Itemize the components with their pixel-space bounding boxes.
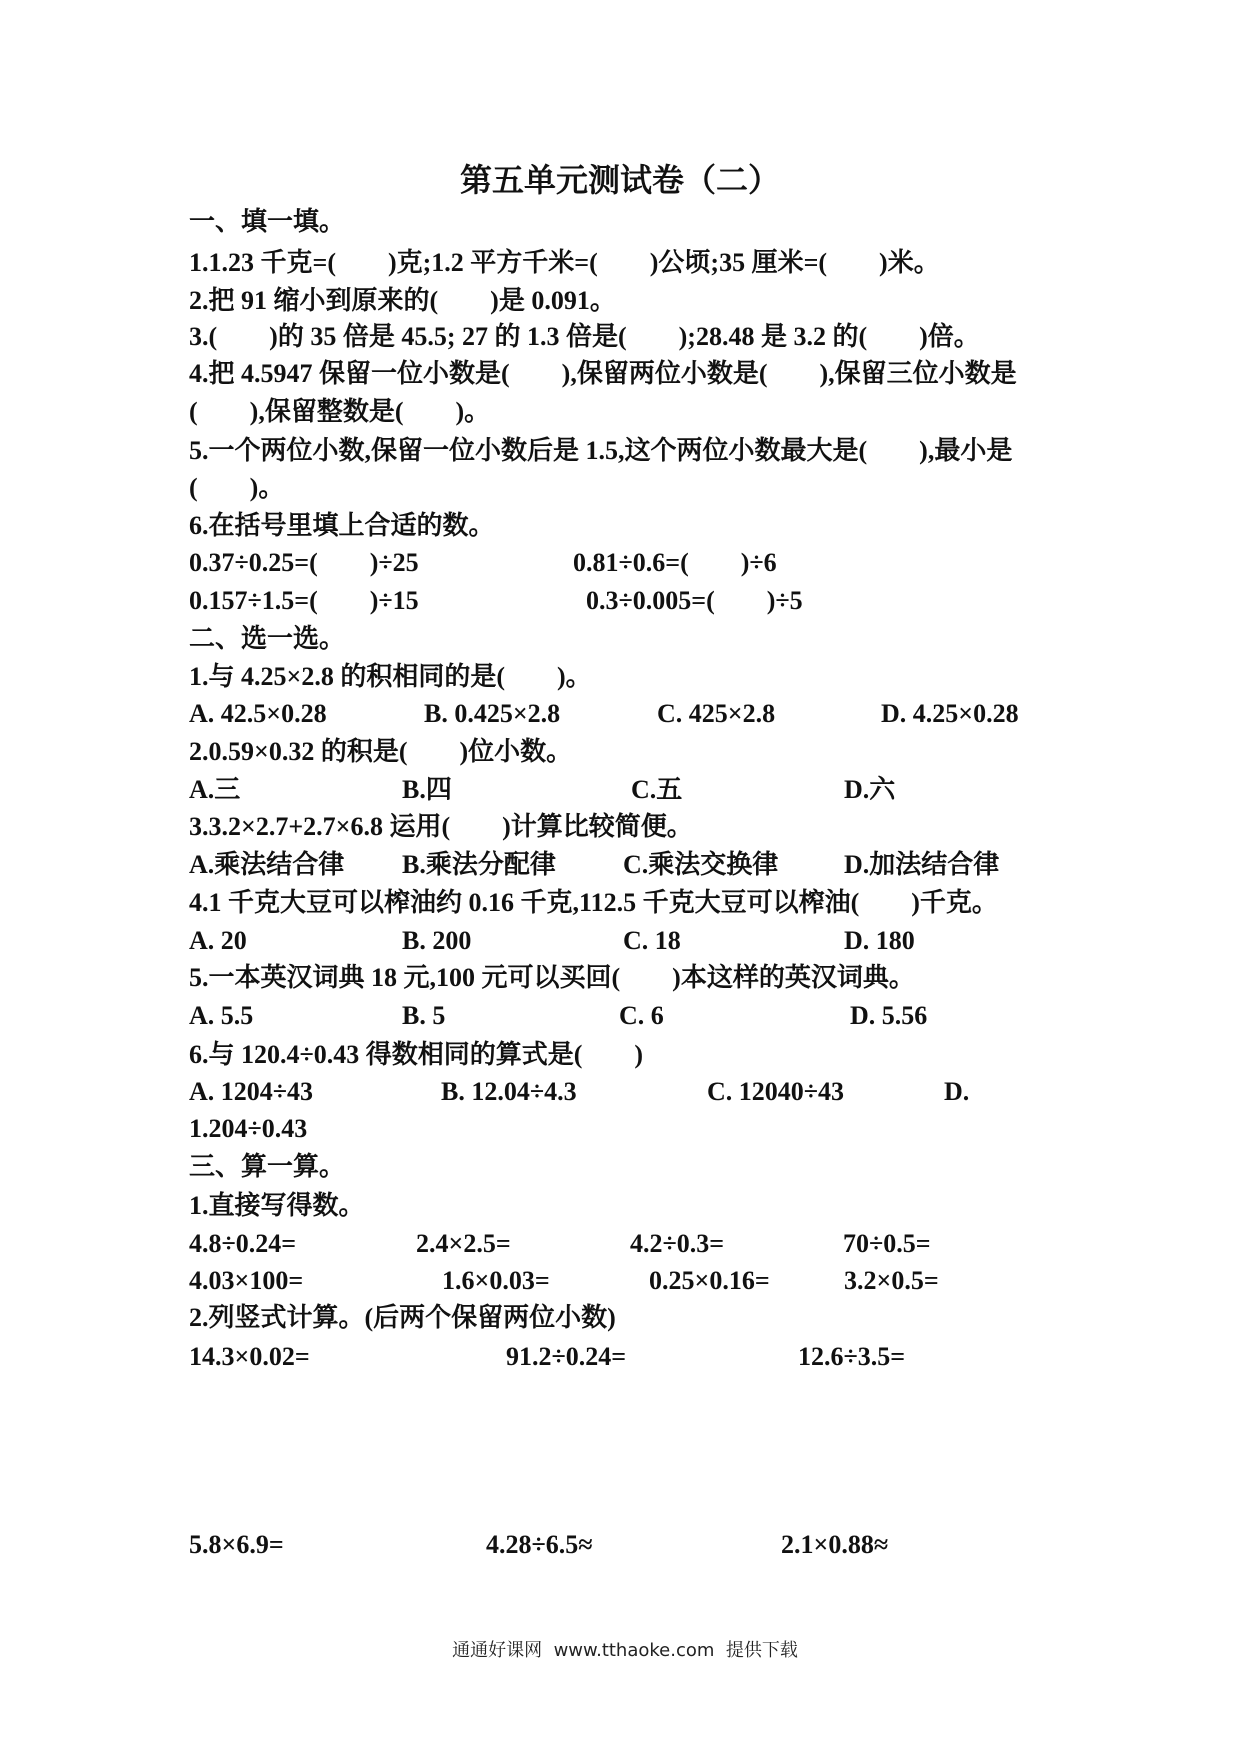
choice-question-1-stem: 1.与 4.25×2.8 的积相同的是( )。	[189, 662, 592, 691]
calc-question-1-prompt: 1.直接写得数。	[189, 1191, 365, 1220]
choice-option-a: A. 42.5×0.28	[189, 699, 327, 728]
calc-item: 2.4×2.5=	[416, 1229, 511, 1258]
choice-option-b: B. 5	[402, 1001, 446, 1030]
section-heading-fill: 一、填一填。	[189, 207, 346, 236]
choice-question-2-stem: 2.0.59×0.32 的积是( )位小数。	[189, 737, 573, 766]
choice-option-c: C. 425×2.8	[657, 699, 776, 728]
fill-question-4-line-1: 4.把 4.5947 保留一位小数是( ),保留两位小数是( ),保留三位小数是	[189, 359, 1017, 388]
choice-option-b: B.乘法分配律	[402, 850, 556, 879]
fill-question-5-line-2: ( )。	[189, 473, 285, 502]
fill-question-6-item: 0.81÷0.6=( )÷6	[573, 548, 777, 577]
choice-option-d: D. 5.56	[850, 1001, 928, 1030]
calc-item: 3.2×0.5=	[844, 1266, 939, 1295]
choice-option-b: B.四	[402, 775, 452, 804]
choice-option-d-continued: 1.204÷0.43	[189, 1114, 308, 1143]
vertical-calc-item: 14.3×0.02=	[189, 1342, 310, 1371]
choice-question-6-stem: 6.与 120.4÷0.43 得数相同的算式是( )	[189, 1040, 644, 1069]
calc-item: 1.6×0.03=	[442, 1266, 550, 1295]
fill-question-6-item: 0.157÷1.5=( )÷15	[189, 586, 419, 615]
choice-option-a: A.乘法结合律	[189, 850, 345, 879]
calc-item: 0.25×0.16=	[649, 1266, 770, 1295]
vertical-calc-item: 5.8×6.9=	[189, 1530, 284, 1559]
choice-option-c: C.乘法交换律	[623, 850, 779, 879]
fill-question-6-item: 0.37÷0.25=( )÷25	[189, 548, 419, 577]
choice-option-a: A.三	[189, 775, 241, 804]
calc-item: 4.03×100=	[189, 1266, 304, 1295]
calc-item: 4.2÷0.3=	[630, 1229, 725, 1258]
choice-option-d: D. 4.25×0.28	[881, 699, 1019, 728]
fill-question-4-line-2: ( ),保留整数是( )。	[189, 397, 491, 426]
fill-question-6-item: 0.3÷0.005=( )÷5	[586, 586, 803, 615]
vertical-calc-item: 91.2÷0.24=	[506, 1342, 627, 1371]
fill-question-5-line-1: 5.一个两位小数,保留一位小数后是 1.5,这个两位小数最大是( ),最小是	[189, 436, 1013, 465]
choice-option-c: C. 18	[623, 926, 681, 955]
choice-option-a: A. 5.5	[189, 1001, 254, 1030]
choice-option-c: C.五	[631, 775, 683, 804]
calc-item: 70÷0.5=	[843, 1229, 931, 1258]
page-footer: 通通好课网 www.tthaoke.com 提供下载	[452, 1640, 798, 1661]
choice-option-b: B. 12.04÷4.3	[441, 1077, 577, 1106]
choice-option-a: A. 1204÷43	[189, 1077, 314, 1106]
vertical-calc-item: 12.6÷3.5=	[798, 1342, 906, 1371]
calc-question-2-prompt: 2.列竖式计算。(后两个保留两位小数)	[189, 1303, 616, 1332]
choice-question-4-stem: 4.1 千克大豆可以榨油约 0.16 千克,112.5 千克大豆可以榨油( )千克。	[189, 888, 998, 917]
choice-option-b: B. 200	[402, 926, 472, 955]
choice-option-c: C. 6	[619, 1001, 664, 1030]
vertical-calc-item: 2.1×0.88≈	[781, 1530, 889, 1559]
choice-question-3-stem: 3.3.2×2.7+2.7×6.8 运用( )计算比较简便。	[189, 812, 693, 841]
choice-option-b: B. 0.425×2.8	[424, 699, 561, 728]
fill-question-3: 3.( )的 35 倍是 45.5; 27 的 1.3 倍是( );28.48 是 3.2 的( )倍。	[189, 322, 980, 351]
fill-question-2: 2.把 91 缩小到原来的( )是 0.091。	[189, 286, 616, 315]
fill-question-1: 1.1.23 千克=( )克;1.2 平方千米=( )公顷;35 厘米=( )米。	[189, 248, 940, 277]
calc-item: 4.8÷0.24=	[189, 1229, 297, 1258]
choice-question-5-stem: 5.一本英汉词典 18 元,100 元可以买回( )本这样的英汉词典。	[189, 963, 915, 992]
choice-option-d: D.	[944, 1077, 970, 1106]
vertical-calc-item: 4.28÷6.5≈	[486, 1530, 593, 1559]
choice-option-d: D.六	[844, 775, 896, 804]
section-heading-calculate: 三、算一算。	[189, 1152, 346, 1181]
page-title: 第五单元测试卷（二）	[459, 162, 780, 198]
choice-option-d: D. 180	[844, 926, 915, 955]
choice-option-a: A. 20	[189, 926, 247, 955]
section-heading-choice: 二、选一选。	[189, 624, 346, 653]
choice-option-c: C. 12040÷43	[707, 1077, 845, 1106]
fill-question-6-prompt: 6.在括号里填上合适的数。	[189, 511, 495, 540]
choice-option-d: D.加法结合律	[844, 850, 1000, 879]
